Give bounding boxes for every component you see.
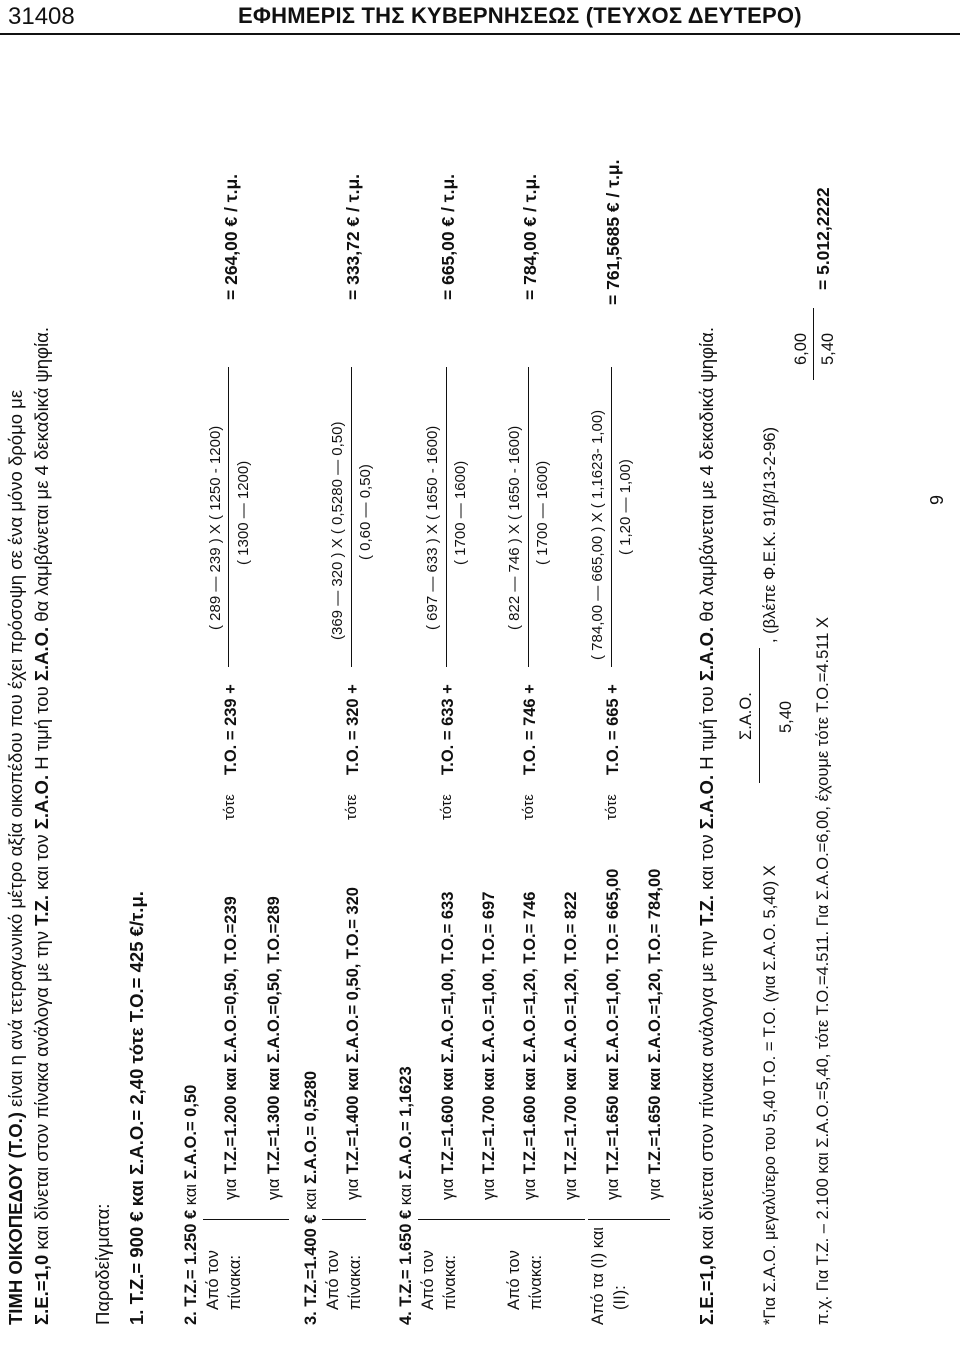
example-4b-fraction-bar: [528, 367, 529, 667]
intro-line-2: Σ.Ε.=1,0 και δίνεται στον πίνακα ανάλογα με την Τ.Ζ. και τον Σ.Α.Ο. Η τιμή του Σ.Α.Ο. θα λαμβάνεται με 4 δεκαδικά ψηφία.: [31, 327, 52, 1325]
example-2-bracket: [203, 1219, 289, 1220]
footnote-ref: , (βλέπε Φ.Ε.Κ. 91/β/13-2-96): [761, 427, 779, 643]
intro-line-1: ΤΙΜΗ ΟΙΚΟΠΕΔΟΥ (Τ.Ο.) είναι η ανά τετραγωνικό μέτρο αξία οικοπέδου που έχει πρόσοψη σε ένα μόνο δρόμο με: [5, 389, 26, 1325]
example-4c-label: Από τα (Ι) και: [589, 1227, 607, 1325]
example-4b-result: = 784,00 € / τ.μ.: [520, 173, 540, 300]
example-4b-bracket: [503, 1219, 585, 1220]
footnote-text: *Για Σ.Α.Ο. μεγαλύτερο του 5,40 Τ.Ο. = Τ.Ο. (για Σ.Α.Ο. 5,40) Χ: [761, 865, 779, 1325]
example-4c-denominator: ( 1,20 — 1,00): [617, 459, 634, 555]
example-4b-to-expr: Τ.Ο. = 746 +: [521, 684, 539, 775]
example-4-result: = 665,00 € / τ.μ.: [438, 173, 458, 300]
example-2-then: τότε: [222, 794, 238, 820]
example-4c-row-2: για Τ.Ζ.=1.650 και Σ.Α.Ο.=1,20, Τ.Ο.= 784,00: [646, 868, 664, 1200]
example-4c-then: τότε: [604, 794, 620, 820]
example-4c-to-expr: Τ.Ο. = 665 +: [604, 684, 622, 775]
example-2-to-expr: Τ.Ο. = 239 +: [222, 684, 240, 775]
example-4b-row-2: για Τ.Ζ.=1.700 και Σ.Α.Ο.=1,20, Τ.Ο.= 822: [562, 891, 580, 1200]
example-2-row-2: για Τ.Ζ.=1.300 και Σ.Α.Ο.=0,50, Τ.Ο.=289: [265, 896, 283, 1200]
example-4-heading: 4. Τ.Ζ.= 1.650 € και Σ.Α.Ο.= 1,1623: [397, 1066, 415, 1325]
example-2-heading: 2. Τ.Ζ.= 1.250 € και Σ.Α.Ο.= 0,50: [182, 1084, 200, 1325]
example-4c-result: = 761,5685 € / τ.μ.: [603, 159, 623, 305]
se-paragraph: Σ.Ε.=1,0 και δίνεται στον πίνακα ανάλογα με την Τ.Ζ. και τον Σ.Α.Ο. Η τιμή του Σ.Α.Ο. θα λαμβάνεται με 4 δεκαδικά ψηφία.: [696, 327, 717, 1325]
example-4-fraction-bar: [446, 367, 447, 667]
example-3-fraction-bar: [351, 367, 352, 667]
example-4-row-2: για Τ.Ζ.=1.700 και Σ.Α.Ο.=1,00, Τ.Ο.= 697: [480, 891, 498, 1200]
example-4c-row-1: για Τ.Ζ.=1.650 και Σ.Α.Ο.=1,00, Τ.Ο.= 665,00: [604, 868, 622, 1200]
example-4-to-expr: Τ.Ο. = 633 +: [439, 684, 457, 775]
example-4-row-1: για Τ.Ζ.=1.600 και Σ.Α.Ο.=1,00, Τ.Ο.= 633: [439, 891, 457, 1200]
example-4-then: τότε: [439, 794, 455, 820]
page-number: 31408: [8, 3, 75, 30]
example-4c-bracket: [588, 1219, 670, 1220]
running-header: [0, 0, 960, 34]
example-3-label-2: πίνακα:: [346, 1254, 364, 1310]
example-4b-numerator: ( 822 — 746 ) Χ ( 1650 - 1600): [506, 425, 523, 630]
example-last-result: = 5.012,2222: [813, 187, 833, 290]
example-2-numerator: ( 289 — 239 ) Χ ( 1250 - 1200): [207, 425, 224, 630]
example-2-fraction-bar: [228, 367, 229, 667]
example-2-row-1: για Τ.Ζ.=1.200 και Σ.Α.Ο.=0,50, Τ.Ο.=239: [222, 896, 240, 1200]
example-4b-denominator: ( 1700 — 1600): [534, 460, 551, 565]
example-4-numerator: ( 697 — 633 ) Χ ( 1650 - 1600): [424, 425, 441, 630]
example-4b-label-2: πίνακα:: [527, 1254, 545, 1310]
example-3-bracket: [322, 1219, 366, 1220]
footnote-frac-top: Σ.Α.Ο.: [737, 692, 755, 740]
example-2-label: Από τον: [204, 1250, 222, 1310]
example-3-then: τότε: [344, 794, 360, 820]
example-2-label-2: πίνακα:: [226, 1254, 244, 1310]
example-4b-row-1: για Τ.Ζ.=1.600 και Σ.Α.Ο.=1,20, Τ.Ο.= 746: [521, 891, 539, 1200]
example-3-heading: 3. Τ.Ζ.=1.400 € και Σ.Α.Ο.= 0,5280: [302, 1070, 320, 1325]
example-4-label-2: πίνακα:: [441, 1254, 459, 1310]
footer-page-number: 9: [927, 494, 947, 505]
example-1: 1. Τ.Ζ.= 900 € και Σ.Α.Ο.= 2,40 τότε Τ.Ο.= 425 €/τ.μ.: [126, 891, 147, 1325]
example-last-frac-bottom: 5,40: [819, 332, 837, 365]
example-last-frac-top: 6,00: [792, 332, 810, 365]
example-3-label: Από τον: [324, 1250, 342, 1310]
example-3-result: = 333,72 € / τ.μ.: [343, 173, 363, 300]
examples-label: Παραδείγματα:: [92, 1203, 113, 1325]
example-4c-label-2: (ΙΙ):: [611, 1285, 629, 1310]
example-4b-then: τότε: [521, 794, 537, 820]
example-4c-fraction-bar: [611, 367, 612, 667]
example-2-result: = 264,00 € / τ.μ.: [221, 173, 241, 300]
example-3-row-1: για Τ.Ζ.=1.400 και Σ.Α.Ο.= 0,50, Τ.Ο.= 320: [344, 887, 362, 1200]
example-4-denominator: ( 1700 — 1600): [452, 460, 469, 565]
rotated-page-body: [0, 40, 960, 1365]
example-4-bracket: [418, 1219, 504, 1220]
header-divider: [0, 33, 960, 35]
journal-title: ΕΦΗΜΕΡΙΣ ΤΗΣ ΚΥΒΕΡΝΗΣΕΩΣ (ΤΕΥΧΟΣ ΔΕΥΤΕΡΟ): [238, 3, 802, 28]
example-4-label: Από τον: [419, 1250, 437, 1310]
example-2-denominator: ( 1300 — 1200): [235, 460, 252, 565]
example-last-fraction-bar: [813, 308, 814, 380]
footnote-frac-bottom: 5,40: [777, 700, 795, 733]
example-last-text: π.χ. Για Τ.Ζ. – 2.100 και Σ.Α.Ο.=5,40, τότε Τ.Ο.=4.511. Για Σ.Α.Ο.=6,00, έχουμε τότε Τ.Ο.=4.511 Χ: [814, 617, 832, 1325]
example-3-to-expr: Τ.Ο. = 320 +: [344, 684, 362, 775]
example-4c-numerator: ( 784,00 — 665,00 ) Χ ( 1,1623- 1,00): [589, 409, 606, 660]
example-3-numerator: (369 — 320 ) Χ ( 0,5280 — 0,50): [329, 421, 346, 640]
example-4b-label: Από τον: [505, 1250, 523, 1310]
example-3-denominator: ( 0,60 — 0,50): [357, 464, 374, 560]
footnote-fraction-bar: [759, 648, 760, 783]
